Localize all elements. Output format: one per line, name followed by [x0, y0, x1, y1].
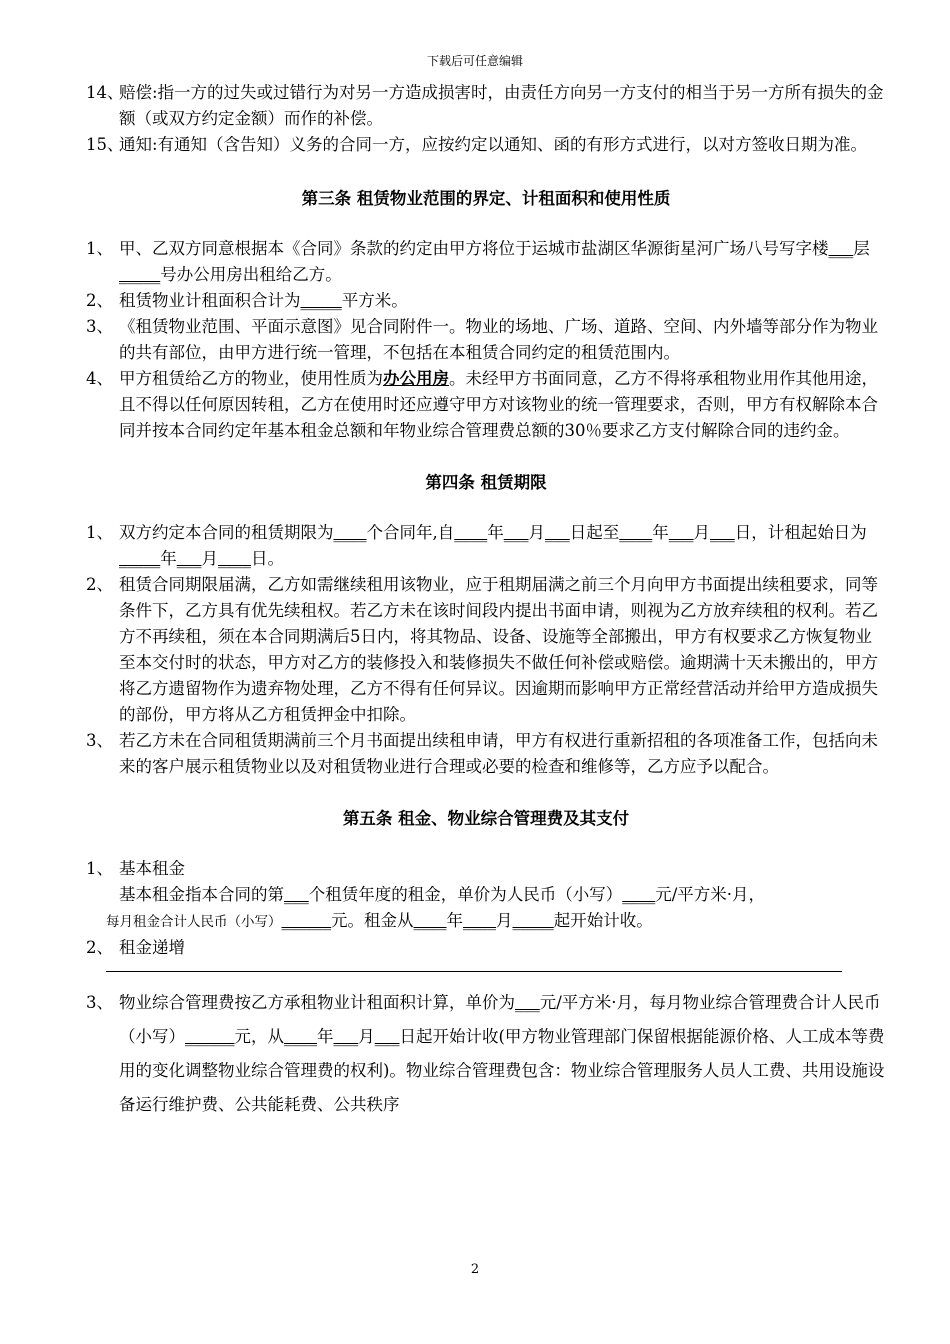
text-segment: 日。 — [251, 549, 284, 568]
fee-total-blank: ______ — [185, 1027, 235, 1046]
definition-15 — [86, 132, 886, 158]
usage-type: 办公用房 — [383, 369, 449, 388]
text-segment: 日起至 — [569, 523, 620, 542]
definition-14 — [86, 80, 886, 132]
article-4-item-2 — [86, 572, 886, 728]
item-text — [119, 366, 886, 444]
text-segment: 元，从 — [234, 1027, 284, 1046]
item-label: 租金递增 — [119, 938, 185, 957]
monthly-rent-line — [86, 908, 886, 935]
article-3-item-1 — [86, 236, 886, 288]
rent-day-blank: _____ — [512, 911, 554, 930]
article-3-item-2 — [86, 288, 886, 314]
item-number: 1、 — [86, 523, 113, 542]
text-segment: 每月租金合计人民币（小写） — [106, 914, 282, 930]
text-segment: 元/平方米·月，每月物业综合管理费合计人民币（小写） — [119, 993, 881, 1046]
item-number: 1、 — [86, 859, 113, 878]
text-segment: 元/平方米·月， — [655, 885, 766, 904]
article-3-heading: 第三条 租赁物业范围的界定、计租面积和使用性质 — [301, 189, 671, 208]
item-text: 通知:有通知（含告知）义务的合同一方，应按约定以通知、函的有形方式进行，以对方签收日期为准。 — [119, 135, 868, 154]
item-number: 3、 — [86, 993, 113, 1012]
item-text: 若乙方未在合同租赁期满前三个月书面提出续租申请，甲方有权进行重新招租的各项准备工作，包括向未来的客户展示租赁物业以及对租赁物业进行合理或必要的检查和维修等，乙方应予以配合。 — [119, 731, 878, 776]
monthly-rent-blank: ______ — [281, 911, 331, 930]
text-segment: 月 — [358, 1027, 375, 1046]
rent-start-day-blank: ____ — [218, 549, 251, 568]
text-segment: 个合同年,自 — [366, 523, 455, 542]
rent-increase-blank-line — [106, 971, 842, 972]
fee-unit-price-blank: ___ — [515, 993, 540, 1012]
item-number: 4、 — [86, 369, 113, 388]
item-text — [119, 986, 886, 1122]
item-number: 1、 — [86, 239, 113, 258]
item-text: 《租赁物业范围、平面示意图》见合同附件一。物业的场地、广场、道路、空间、内外墙等部分作为物业的共有部位，由甲方进行统一管理，不包括在本租赁合同约定的租赁范围内。 — [119, 317, 878, 362]
text-segment: 号办公用房出租给乙方。 — [160, 265, 342, 284]
article-3-item-3 — [86, 314, 886, 366]
text-segment: 甲、乙双方同意根据本《合同》条款的约定由甲方将位于运城市盐湖区华源街星河广场八号写字楼 — [119, 239, 829, 258]
fee-month-blank: ___ — [333, 1027, 359, 1046]
article-5-item-2 — [86, 935, 886, 961]
start-year-blank: ____ — [454, 523, 488, 542]
item-number: 14、 — [86, 83, 124, 102]
text-segment: 年 — [317, 1027, 334, 1046]
text-segment: 日起开始计收(甲方物业管理部门保留根据能源价格、人工成本等费用的变化调整物业综合管理费的权利)。物业综合管理费包含：物业综合管理服务人员人工费、共用设施设备运行维护费、公共能耗费、公共秩序 — [119, 1027, 885, 1114]
page-number: 2 — [470, 1262, 480, 1277]
document-body — [86, 80, 886, 1122]
text-segment: 双方约定本合同的租赁期限为 — [119, 523, 334, 542]
text-segment: 月 — [201, 549, 218, 568]
article-4-item-1 — [86, 520, 886, 572]
room-blank: _____ — [119, 265, 161, 284]
item-number: 3、 — [86, 317, 113, 336]
base-rent-paragraph — [86, 882, 886, 908]
text-segment: 租赁物业计租面积合计为 — [119, 291, 301, 310]
item-number: 2、 — [86, 575, 113, 594]
lease-year-blank: ___ — [284, 885, 309, 904]
text-segment: 月 — [496, 911, 513, 930]
text-segment: 物业综合管理费按乙方承租物业计租面积计算，单价为 — [119, 993, 515, 1012]
text-segment: 年 — [160, 549, 177, 568]
text-segment: 日，计租起始日为 — [734, 523, 867, 542]
article-5-item-3 — [86, 986, 886, 1122]
text-segment: 层 — [853, 239, 870, 258]
text-segment: 。未经甲方书面同意，乙方不得将承租物业用作其他用途，且不得以任何原因转租，乙方在使用时还应遵守甲方对该物业的统一管理要求，否则，甲方有权解除本合同并按本合同约定年基本租金总额和年物业综合管理费总额的30％要求乙方支付解除合同的违约金。 — [119, 369, 878, 440]
text-segment: 个租赁年度的租金，单价为人民币（小写） — [308, 885, 623, 904]
item-text: 租赁合同期限届满，乙方如需继续租用该物业，应于租期届满之前三个月向甲方书面提出续租要求，同等条件下，乙方具有优先续租权。若乙方未在该时间段内提出书面申请，则视为乙方放弃续租的权利。若乙方不再续租，须在本合同期满后5日内，将其物品、设备、设施等全部搬出，甲方有权要求乙方恢复物业至本交付时的状态，甲方对乙方的装修投入和装修损失不做任何补偿或赔偿。逾期满十天未搬出的，甲方将乙方遗留物作为遗弃物处理，乙方不得有任何异议。因逾期而影响甲方正常经营活动并给甲方造成损失的部份，甲方将从乙方租赁押金中扣除。 — [119, 575, 878, 724]
term-blank: ____ — [333, 523, 367, 542]
floor-blank: ___ — [828, 239, 854, 258]
item-text — [119, 520, 886, 572]
rent-start-month-blank: ___ — [176, 549, 202, 568]
fee-day-blank: ___ — [374, 1027, 400, 1046]
rent-year-blank: ____ — [413, 911, 447, 930]
text-segment: 甲方租赁给乙方的物业，使用性质为 — [119, 369, 383, 388]
item-number: 15、 — [86, 135, 124, 154]
text-segment: 平方米。 — [341, 291, 408, 310]
unit-price-blank: ____ — [622, 885, 656, 904]
page-header: 下载后可任意编辑 — [426, 54, 523, 68]
article-3-item-4 — [86, 366, 886, 444]
text-segment: 元。租金从 — [331, 911, 414, 930]
text-segment: 年 — [446, 911, 463, 930]
item-number: 2、 — [86, 291, 113, 310]
item-text — [119, 288, 886, 314]
item-text — [119, 236, 886, 288]
end-day-blank: ___ — [710, 523, 735, 542]
text-segment: 起开始计收。 — [553, 911, 653, 930]
item-text: 赔偿:指一方的过失或过错行为对另一方造成损害时，由责任方向另一方支付的相当于另一方所有损失的金额（或双方约定金额）而作的补偿。 — [119, 83, 884, 128]
end-year-blank: ____ — [619, 523, 653, 542]
item-number: 2、 — [86, 938, 113, 957]
item-label: 基本租金 — [119, 859, 185, 878]
item-number: 3、 — [86, 731, 113, 750]
fee-year-blank: ____ — [284, 1027, 317, 1046]
rent-month-blank: ____ — [463, 911, 496, 930]
start-day-blank: ___ — [545, 523, 570, 542]
article-4-item-3 — [86, 728, 886, 780]
text-segment: 月 — [693, 523, 710, 542]
article-5-heading: 第五条 租金、物业综合管理费及其支付 — [342, 809, 630, 828]
rent-start-year-blank: _____ — [119, 549, 161, 568]
text-segment: 年 — [487, 523, 504, 542]
start-month-blank: ___ — [503, 523, 529, 542]
text-segment: 年 — [652, 523, 669, 542]
end-month-blank: ___ — [668, 523, 694, 542]
article-5-item-1 — [86, 856, 886, 882]
article-4-heading: 第四条 租赁期限 — [425, 473, 547, 492]
text-segment: 月 — [528, 523, 545, 542]
text-segment: 基本租金指本合同的第 — [119, 885, 284, 904]
area-blank: _____ — [300, 291, 342, 310]
